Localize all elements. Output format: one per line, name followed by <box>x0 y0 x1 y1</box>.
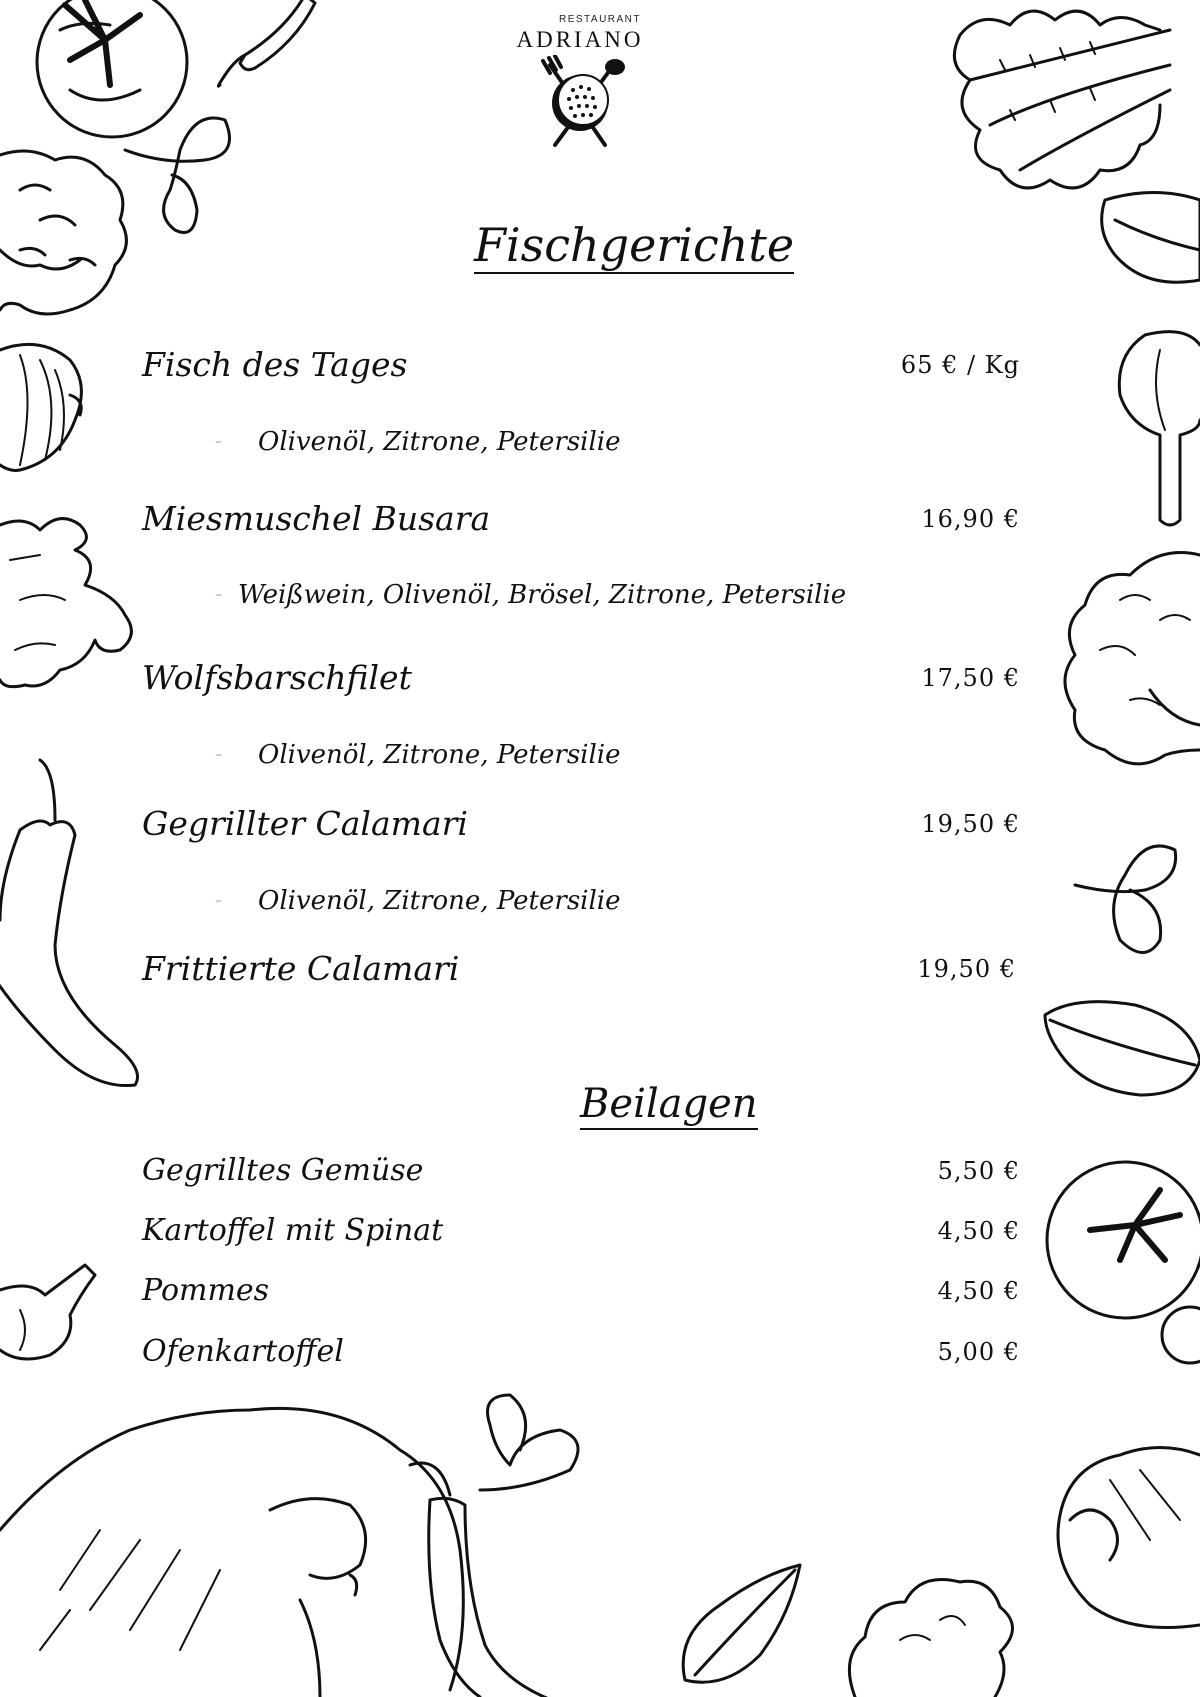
item-price: 4,50 € <box>937 1217 1020 1245</box>
restaurant-logo <box>500 14 660 150</box>
dash-marker: – <box>215 434 222 450</box>
section-title-fish: Fischgerichte <box>474 218 795 272</box>
menu-item <box>142 1266 1020 1316</box>
item-price: 5,00 € <box>937 1338 1020 1366</box>
leaf-sprig-icon <box>125 118 230 233</box>
item-ingredients: Olivenöl, Zitrone, Petersilie <box>258 886 621 916</box>
item-name: Gegrillter Calamari <box>142 804 468 843</box>
bell-pepper-icon <box>0 1408 463 1697</box>
broccoli-icon <box>1065 553 1200 764</box>
item-name: Frittierte Calamari <box>142 949 460 988</box>
leaf-sprig-icon <box>1075 846 1176 953</box>
item-name: Fisch des Tages <box>142 345 408 384</box>
bell-pepper-icon <box>1058 1448 1200 1628</box>
item-name: Gegrilltes Gemüse <box>142 1153 424 1188</box>
ginger-icon <box>0 519 131 687</box>
basil-leaf-icon <box>683 1565 800 1682</box>
item-ingredients: Olivenöl, Zitrone, Petersilie <box>258 740 621 770</box>
dash-marker: – <box>215 587 222 603</box>
item-price: 19,50 € <box>917 955 1016 983</box>
item-price: 19,50 € <box>921 810 1020 838</box>
item-name: Pommes <box>142 1273 270 1308</box>
menu-item <box>142 799 1020 849</box>
item-price: 16,90 € <box>921 505 1020 533</box>
menu-item <box>142 1146 1020 1196</box>
restaurant-label: RESTAURANT <box>558 14 642 25</box>
chili-icon <box>410 1463 565 1697</box>
basil-leaf-icon <box>1045 1002 1200 1095</box>
leaf-sprig-icon <box>480 1395 578 1490</box>
kale-icon <box>954 11 1170 188</box>
item-name: Wolfsbarschfilet <box>142 658 412 697</box>
menu-item <box>142 494 1020 544</box>
item-name: Kartoffel mit Spinat <box>142 1213 444 1248</box>
item-ingredients: Olivenöl, Zitrone, Petersilie <box>258 427 621 457</box>
restaurant-name: ADRIANO <box>516 27 644 52</box>
broccoli-icon <box>849 1580 1012 1697</box>
item-price: 65 € / Kg <box>900 351 1020 379</box>
menu-item <box>142 340 1020 390</box>
tomato-icon <box>1047 1162 1200 1363</box>
menu-item <box>142 653 1020 703</box>
item-name: Miesmuschel Busara <box>142 499 491 538</box>
item-price: 4,50 € <box>937 1277 1020 1305</box>
menu-item <box>142 944 1020 994</box>
golf-ball-cutlery-icon <box>525 55 635 150</box>
item-price: 17,50 € <box>921 664 1020 692</box>
basil-leaf-icon <box>1102 193 1200 283</box>
chili-icon <box>0 760 138 1086</box>
tomato-icon <box>37 0 187 137</box>
garlic-icon <box>1119 332 1200 525</box>
garlic-icon <box>0 344 81 470</box>
menu-item <box>142 1206 1020 1256</box>
item-price: 5,50 € <box>937 1157 1020 1185</box>
section-title-sides: Beilagen <box>580 1084 758 1130</box>
dash-marker: – <box>215 893 222 909</box>
menu-item <box>142 1327 1020 1377</box>
dash-marker: – <box>215 747 222 763</box>
item-name: Ofenkartoffel <box>142 1334 344 1369</box>
item-ingredients: Weißwein, Olivenöl, Brösel, Zitrone, Petersilie <box>238 580 847 610</box>
cauliflower-icon <box>0 151 126 314</box>
chili-icon <box>218 0 315 86</box>
garlic-icon <box>0 1265 95 1359</box>
